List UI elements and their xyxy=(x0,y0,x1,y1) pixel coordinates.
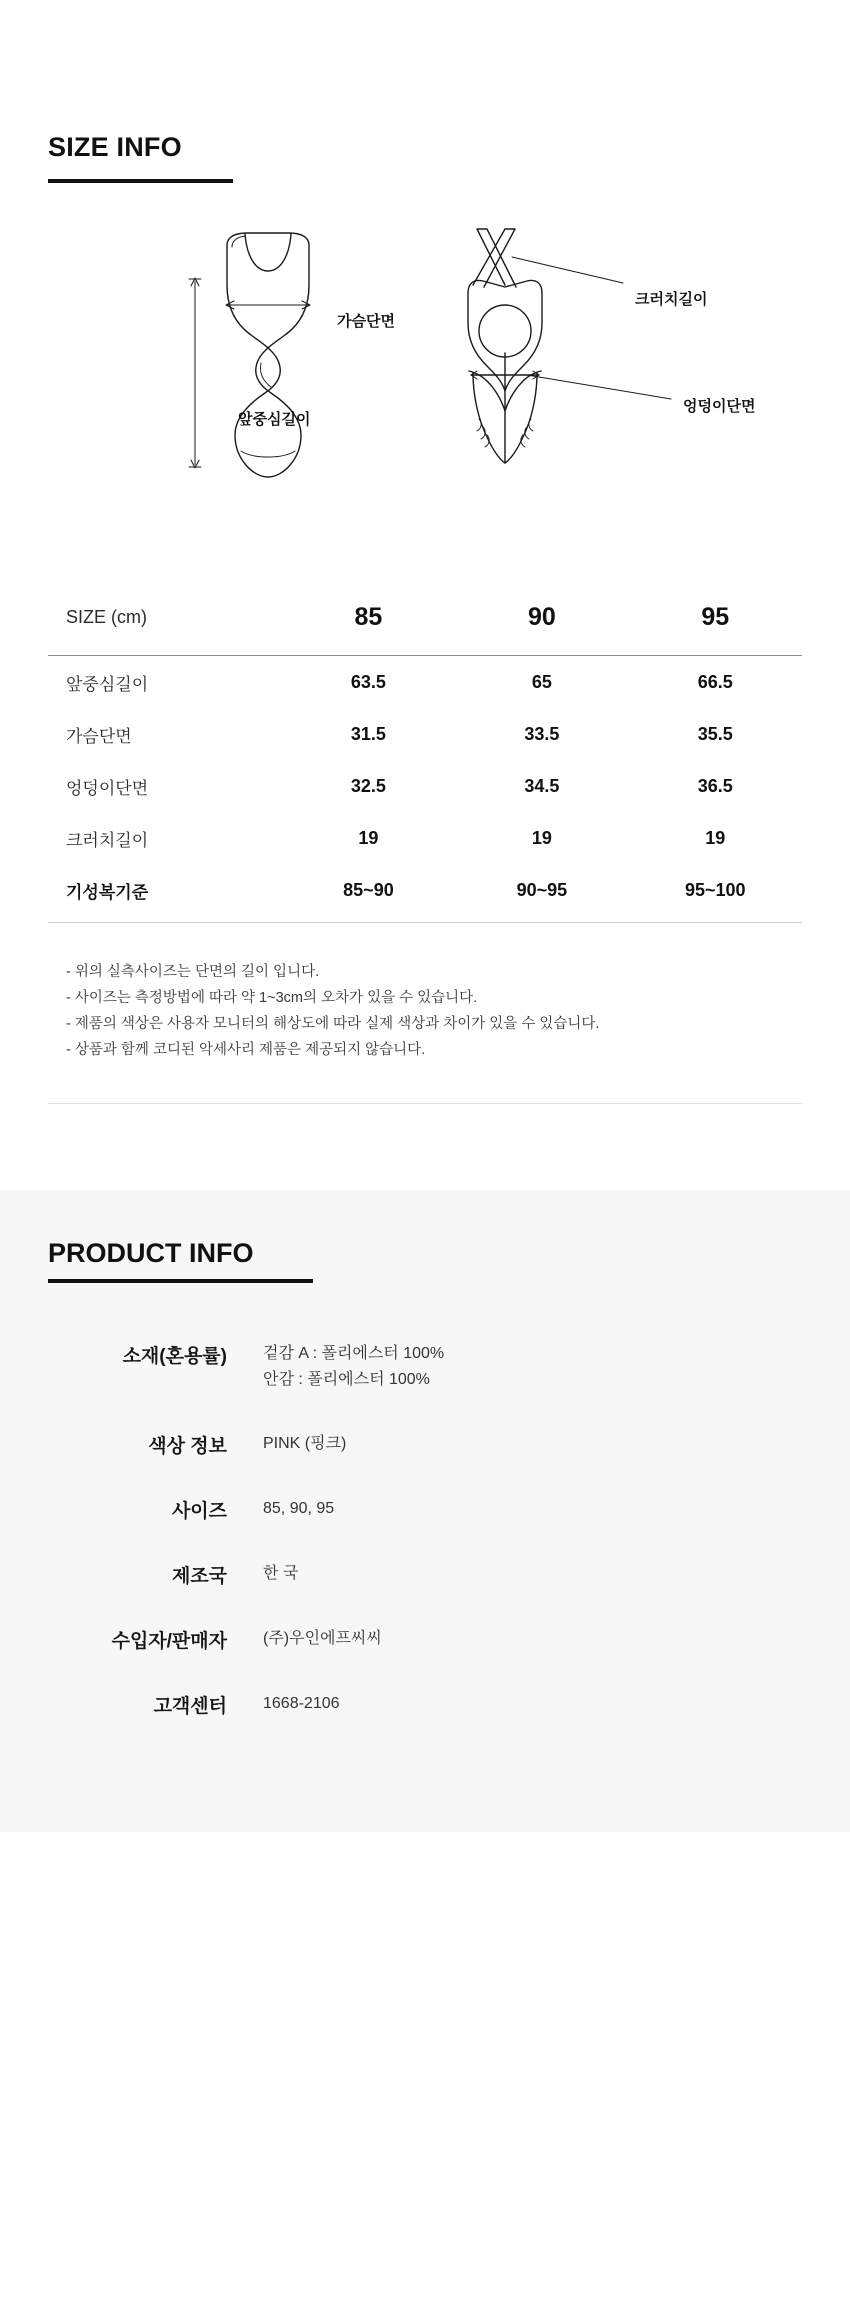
row-label: 앞중심길이 xyxy=(66,674,149,694)
material-outer: 겉감 A : 폴리에스터 100% xyxy=(263,1345,445,1362)
size-info-heading-wrap xyxy=(48,0,802,183)
page-title: SIZE INFO xyxy=(48,132,182,162)
table-header-size-cm: SIZE (cm) xyxy=(48,583,282,656)
product-info-section xyxy=(0,1190,850,1832)
product-info-value: 1668-2106 xyxy=(263,1695,340,1712)
table-header-95: 95 xyxy=(629,583,802,656)
row-value-85: 32.5 xyxy=(350,775,386,796)
table-header-85: 85 xyxy=(282,583,455,656)
row-value-95: 66.5 xyxy=(697,671,733,692)
product-info-value: 한 국 xyxy=(263,1565,299,1582)
product-info-value xyxy=(263,1327,802,1417)
product-info-value: 85, 90, 95 xyxy=(263,1500,335,1517)
product-info-row xyxy=(48,1612,802,1677)
row-value-85: 31.5 xyxy=(350,723,386,744)
size-info-section xyxy=(0,0,850,1104)
diagram-label-crotch-length: 크러치길이 xyxy=(635,291,708,308)
product-info-row xyxy=(48,1677,802,1742)
row-value-95: 19 xyxy=(705,827,726,848)
note-line: - 상품과 함께 코디된 악세사리 제품은 제공되지 않습니다. xyxy=(66,1042,426,1058)
product-info-label: 사이즈 xyxy=(171,1501,227,1522)
diagram-label-front-center-length: 앞중심길이 xyxy=(238,411,311,428)
product-info-label: 고객센터 xyxy=(153,1696,227,1717)
product-info-value: PINK (핑크) xyxy=(263,1435,347,1452)
row-label: 엉덩이단면 xyxy=(66,778,149,798)
product-heading-underline xyxy=(48,1279,313,1283)
table-row xyxy=(48,760,802,812)
note-line: - 사이즈는 측정방법에 따라 약 1~3cm의 오차가 있을 수 있습니다. xyxy=(66,990,478,1006)
heading-underline xyxy=(48,179,233,183)
row-label: 가슴단면 xyxy=(66,726,132,746)
product-info-value: (주)우인에프씨씨 xyxy=(263,1630,382,1647)
table-row xyxy=(48,656,802,709)
material-lining: 안감 : 폴리에스터 100% xyxy=(263,1371,430,1388)
row-value-85: 63.5 xyxy=(350,671,386,692)
row-value-90: 90~95 xyxy=(455,864,628,923)
row-label: 기성복기준 xyxy=(48,864,282,923)
note-line: - 제품의 색상은 사용자 모니터의 해상도에 따라 실제 색상과 차이가 있을 수 있습니다. xyxy=(66,1016,600,1032)
row-value-95: 95~100 xyxy=(629,864,802,923)
row-label: 크러치길이 xyxy=(66,830,149,850)
product-info-label: 제조국 xyxy=(171,1566,227,1587)
row-value-90: 19 xyxy=(531,827,552,848)
row-value-85: 85~90 xyxy=(282,864,455,923)
table-row xyxy=(48,864,802,923)
product-info-title: PRODUCT INFO xyxy=(48,1238,254,1268)
table-row xyxy=(48,812,802,864)
row-value-90: 65 xyxy=(531,671,552,692)
row-value-95: 35.5 xyxy=(697,723,733,744)
table-header-90: 90 xyxy=(455,583,628,656)
table-header-row xyxy=(48,583,802,656)
diagram-label-hip: 엉덩이단면 xyxy=(683,398,756,415)
size-table-head xyxy=(48,583,802,656)
product-info-row xyxy=(48,1417,802,1482)
note-line: - 위의 실측사이즈는 단면의 길이 입니다. xyxy=(66,964,320,980)
product-info-row xyxy=(48,1327,802,1417)
product-info-label: 색상 정보 xyxy=(148,1436,227,1457)
product-info-table xyxy=(48,1327,802,1742)
size-diagram xyxy=(75,223,775,523)
size-diagram-wrap xyxy=(48,223,802,523)
product-info-row xyxy=(48,1547,802,1612)
product-info-label: 소재(혼용률) xyxy=(122,1346,227,1367)
row-value-90: 34.5 xyxy=(524,775,560,796)
size-table-body xyxy=(48,656,802,923)
diagram-label-bust: 가슴단면 xyxy=(337,313,395,330)
swimsuit-technical-drawing-icon xyxy=(75,223,775,523)
row-value-95: 36.5 xyxy=(697,775,733,796)
product-info-label: 수입자/판매자 xyxy=(111,1631,227,1652)
row-value-85: 19 xyxy=(358,827,379,848)
product-info-row xyxy=(48,1482,802,1547)
size-notes xyxy=(48,959,802,1104)
row-value-90: 33.5 xyxy=(524,723,560,744)
size-table xyxy=(48,583,802,923)
table-row xyxy=(48,708,802,760)
